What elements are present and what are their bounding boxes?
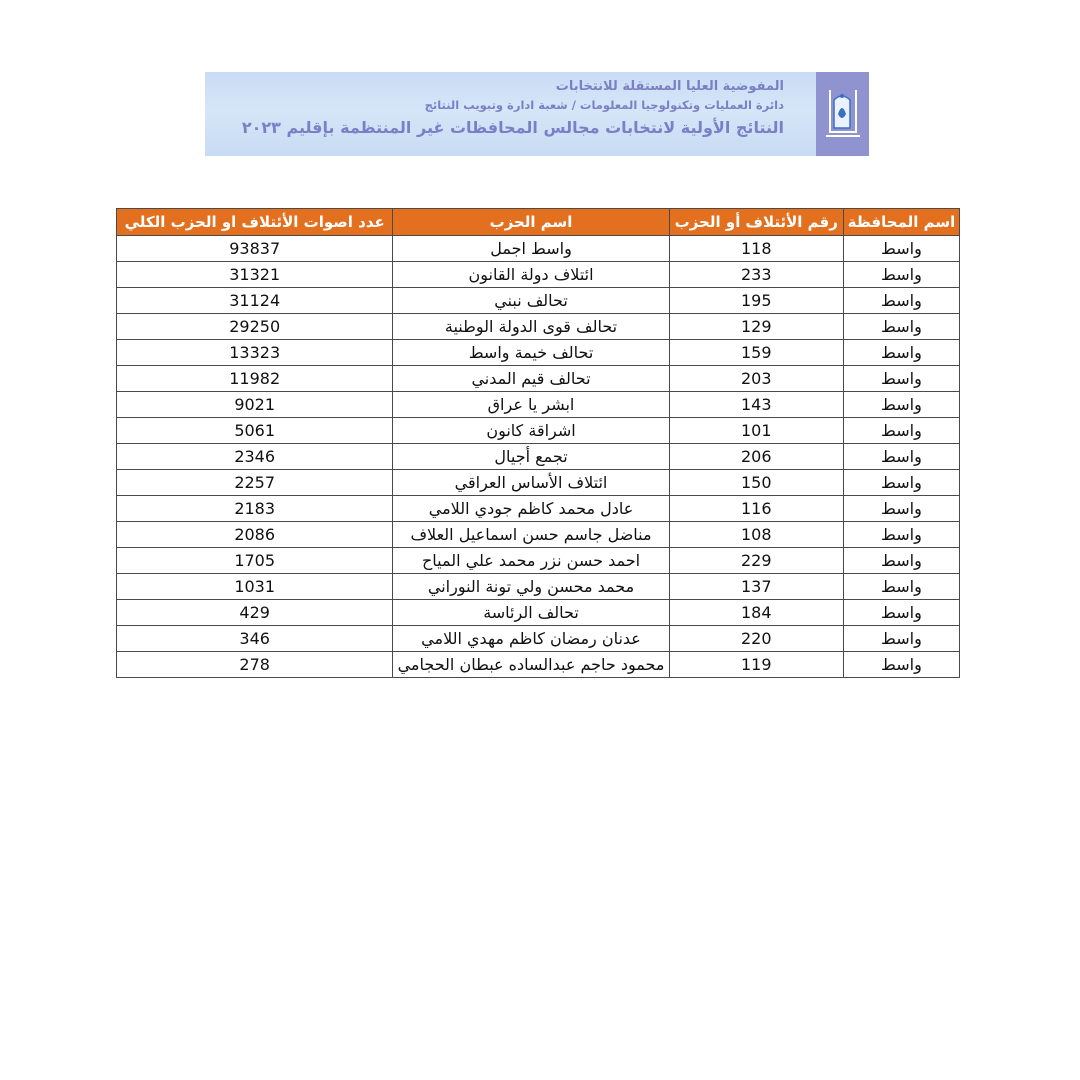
results-table: [116, 208, 960, 678]
header-governorate: اسم المحافظة: [843, 209, 959, 236]
cell-party-number: 203: [669, 366, 843, 392]
cell-votes: 93837: [117, 236, 393, 262]
cell-party-number: 119: [669, 652, 843, 678]
ihec-logo-icon: [816, 72, 869, 156]
document-title: النتائج الأولية لانتخابات مجالس المحافظات غير المنتظمة بإقليم ٢٠٢٣: [241, 118, 784, 137]
table-header-row: [117, 209, 960, 236]
cell-party-number: 184: [669, 600, 843, 626]
cell-votes: 31321: [117, 262, 393, 288]
cell-party-name: ائتلاف الأساس العراقي: [393, 470, 669, 496]
cell-votes: 2183: [117, 496, 393, 522]
cell-party-name: تحالف نبني: [393, 288, 669, 314]
table-row: [117, 366, 960, 392]
cell-party-name: تجمع أجيال: [393, 444, 669, 470]
table-row: [117, 392, 960, 418]
cell-votes: 2257: [117, 470, 393, 496]
cell-party-name: مناضل جاسم حسن اسماعيل العلاف: [393, 522, 669, 548]
cell-governorate: واسط: [843, 470, 959, 496]
cell-governorate: واسط: [843, 444, 959, 470]
department-name: دائرة العمليات وتكنولوجيا المعلومات / شعبة ادارة وتبويب النتائج: [424, 98, 784, 112]
cell-votes: 5061: [117, 418, 393, 444]
cell-party-number: 118: [669, 236, 843, 262]
cell-party-number: 143: [669, 392, 843, 418]
cell-votes: 13323: [117, 340, 393, 366]
cell-party-number: 206: [669, 444, 843, 470]
cell-governorate: واسط: [843, 392, 959, 418]
table-row: [117, 236, 960, 262]
cell-party-number: 116: [669, 496, 843, 522]
cell-party-number: 229: [669, 548, 843, 574]
header-votes: عدد اصوات الأئتلاف او الحزب الكلي: [117, 209, 393, 236]
cell-governorate: واسط: [843, 314, 959, 340]
cell-party-name: تحالف قوى الدولة الوطنية: [393, 314, 669, 340]
cell-votes: 1031: [117, 574, 393, 600]
cell-party-name: محمود حاجم عبدالساده عبطان الحجامي: [393, 652, 669, 678]
header-party-name: اسم الحزب: [393, 209, 669, 236]
cell-votes: 31124: [117, 288, 393, 314]
cell-governorate: واسط: [843, 548, 959, 574]
cell-governorate: واسط: [843, 652, 959, 678]
table-row: [117, 600, 960, 626]
cell-party-name: اشراقة كانون: [393, 418, 669, 444]
cell-governorate: واسط: [843, 340, 959, 366]
cell-governorate: واسط: [843, 522, 959, 548]
table-row: [117, 626, 960, 652]
cell-votes: 1705: [117, 548, 393, 574]
table-row: [117, 470, 960, 496]
cell-party-name: تحالف قيم المدني: [393, 366, 669, 392]
cell-party-name: عادل محمد كاظم جودي اللامي: [393, 496, 669, 522]
cell-votes: 2086: [117, 522, 393, 548]
cell-party-number: 220: [669, 626, 843, 652]
cell-party-name: ابشر يا عراق: [393, 392, 669, 418]
banner-text: [224, 78, 784, 139]
cell-party-number: 159: [669, 340, 843, 366]
cell-party-number: 137: [669, 574, 843, 600]
table-row: [117, 314, 960, 340]
cell-party-name: تحالف خيمة واسط: [393, 340, 669, 366]
table-row: [117, 288, 960, 314]
cell-party-name: ائتلاف دولة القانون: [393, 262, 669, 288]
cell-party-number: 101: [669, 418, 843, 444]
table-row: [117, 574, 960, 600]
cell-votes: 2346: [117, 444, 393, 470]
cell-party-number: 233: [669, 262, 843, 288]
cell-party-number: 195: [669, 288, 843, 314]
table-row: [117, 418, 960, 444]
table-row: [117, 496, 960, 522]
cell-party-name: محمد محسن ولي تونة النوراني: [393, 574, 669, 600]
header-banner: [205, 72, 869, 156]
cell-votes: 346: [117, 626, 393, 652]
table-row: [117, 444, 960, 470]
cell-votes: 429: [117, 600, 393, 626]
header-party-number: رقم الأئتلاف أو الحزب: [669, 209, 843, 236]
cell-party-name: واسط اجمل: [393, 236, 669, 262]
cell-party-number: 108: [669, 522, 843, 548]
table-row: [117, 522, 960, 548]
cell-governorate: واسط: [843, 626, 959, 652]
table-row: [117, 548, 960, 574]
cell-governorate: واسط: [843, 600, 959, 626]
cell-votes: 11982: [117, 366, 393, 392]
cell-governorate: واسط: [843, 418, 959, 444]
cell-votes: 9021: [117, 392, 393, 418]
cell-governorate: واسط: [843, 366, 959, 392]
table-row: [117, 340, 960, 366]
cell-governorate: واسط: [843, 236, 959, 262]
table-row: [117, 652, 960, 678]
cell-party-name: عدنان رمضان كاظم مهدي اللامي: [393, 626, 669, 652]
cell-party-name: تحالف الرئاسة: [393, 600, 669, 626]
cell-party-name: احمد حسن نزر محمد علي المياح: [393, 548, 669, 574]
cell-governorate: واسط: [843, 574, 959, 600]
cell-governorate: واسط: [843, 262, 959, 288]
cell-governorate: واسط: [843, 288, 959, 314]
cell-party-number: 150: [669, 470, 843, 496]
commission-name: المفوضية العليا المستقلة للانتخابات: [555, 79, 784, 94]
cell-governorate: واسط: [843, 496, 959, 522]
table-row: [117, 262, 960, 288]
cell-party-number: 129: [669, 314, 843, 340]
cell-votes: 29250: [117, 314, 393, 340]
cell-votes: 278: [117, 652, 393, 678]
